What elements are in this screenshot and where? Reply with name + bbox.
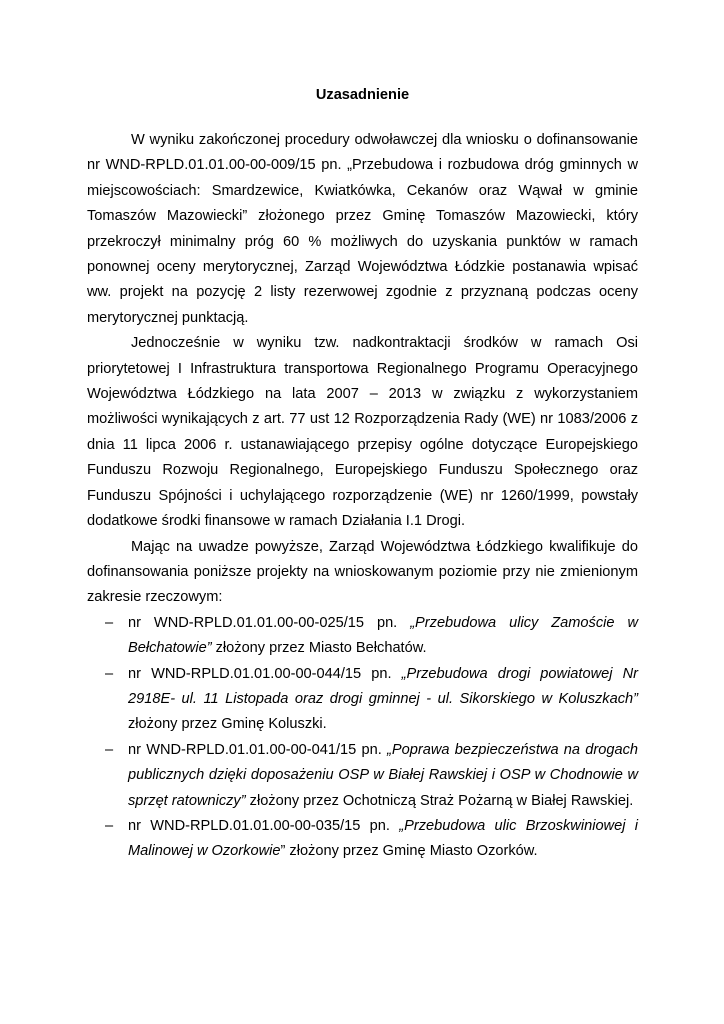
dash-bullet-icon: – [105,665,114,682]
project-number: nr WND-RPLD.01.01.00-00-044/15 pn. [128,665,402,682]
list-item [87,814,638,865]
project-applicant: złożony przez Miasto Bełchatów. [211,640,427,657]
paragraph-appeal: W wyniku zakończonej procedury odwoławczej dla wniosku o dofinansowanie nr WND-RPLD.01.01.00-00-009/15 pn. „Przebudowa i rozbudowa dróg gminnych w miejscowościach: Smardzewice, Kwiatkówka, Cekanów oraz Wąwał w gminie Tomaszów Mazowiecki” złożonego przez Gminę Tomaszów Mazowiecki, który przekroczył minimalny próg 60 % możliwych do uzyskania punktów w ramach ponownej oceny merytorycznej, Zarząd Województwa Łódzkie postanawia wpisać ww. projekt na pozycję 2 listy rezerwowej zgodnie z przyznaną podczas oceny merytorycznej punktacją. [87,132,638,326]
document-page [87,83,638,865]
dash-bullet-icon: – [105,741,114,758]
paragraph-qualification: Mając na uwadze powyższe, Zarząd Województwa Łódzkiego kwalifikuje do dofinansowania poniższe projekty na wnioskowanym poziomie przy nie zmienionym zakresie rzeczowym: [87,538,638,606]
project-applicant: złożony przez Ochotniczą Straż Pożarną w Białej Rawskiej. [245,792,634,809]
project-name: „Poprawa bezpieczeństwa na drogach publicznych dzięki doposażeniu OSP w Białej Rawskiej i OSP w Chodnowie w sprzęt ratowniczy” [128,741,638,809]
dash-bullet-icon: – [105,614,114,631]
list-item [87,738,638,814]
paragraph-funds: Jednocześnie w wyniku tzw. nadkontraktacji środków w ramach Osi priorytetowej I Infrastruktura transportowa Regionalnego Programu Operacyjnego Województwa Łódzkiego na lata 2007 – 2013 w związku z wykorzystaniem możliwości wynikających z art. 77 ust 12 Rozporządzenia Rady (WE) nr 1083/2006 z dnia 11 lipca 2006 r. ustanawiającego przepisy ogólne dotyczące Europejskiego Funduszu Rozwoju Regionalnego, Europejskiego Funduszu Społecznego oraz Funduszu Spójności i uchylającego rozporządzenie (WE) nr 1260/1999, powstały dodatkowe środki finansowe w ramach Działania I.1 Drogi. [87,335,638,530]
project-number: nr WND-RPLD.01.01.00-00-025/15 pn. [128,614,411,631]
list-item [87,611,638,662]
project-number: nr WND-RPLD.01.01.00-00-035/15 pn. [128,817,400,834]
document-title: Uzasadnienie [315,87,410,103]
project-name: „Przebudowa ulicy Zamoście w Bełchatowie” [128,614,638,657]
project-name: „Przebudowa drogi powiatowej Nr 2918E- ul. 11 Listopada oraz drogi gminnej - ul. Sikorskiego w Koluszkach” [128,665,638,707]
project-name: „Przebudowa ulic Brzoskwiniowej i Malinowej w Ozorkowie [128,817,638,860]
project-applicant: złożony przez Gminę Koluszki. [128,716,327,733]
dash-bullet-icon: – [105,817,114,834]
project-number: nr WND-RPLD.01.01.00-00-041/15 pn. [128,741,388,758]
project-applicant: ” złożony przez Gminę Miasto Ozorków. [280,843,538,860]
list-item [87,662,638,738]
project-list [87,611,638,865]
